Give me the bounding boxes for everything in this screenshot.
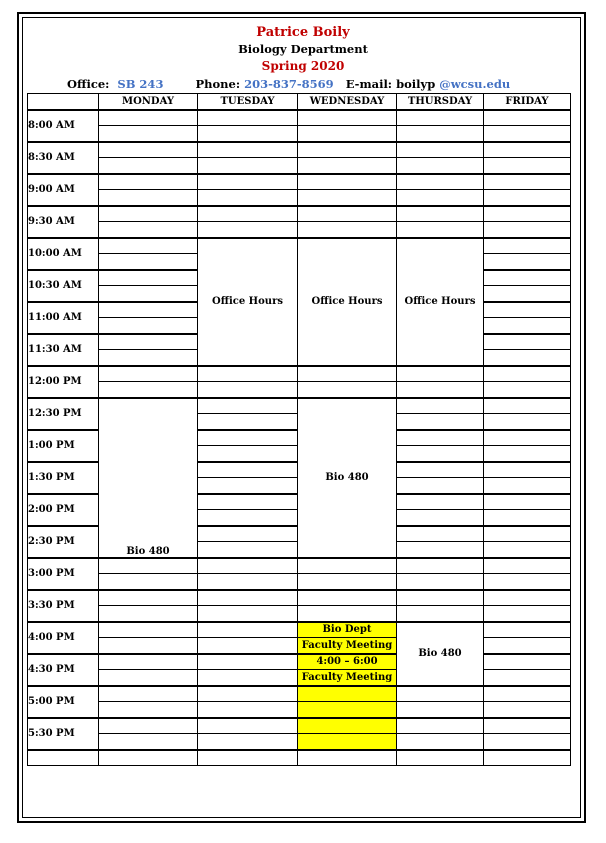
slot-cell[interactable]: [99, 574, 198, 590]
slot-cell: [28, 750, 99, 766]
time-label: 2:30 PM: [28, 526, 99, 558]
slot-cell[interactable]: [484, 606, 571, 622]
meeting-line-4[interactable]: Faculty Meeting: [298, 670, 397, 686]
slot-cell[interactable]: [99, 206, 198, 222]
schedule-table: [27, 93, 571, 766]
slot-row: [28, 638, 571, 654]
office-hours-thursday[interactable]: Office Hours: [397, 238, 484, 366]
slot-cell[interactable]: [484, 190, 571, 206]
slot-row: [28, 654, 571, 670]
slot-cell[interactable]: [484, 638, 571, 654]
meeting-line-3[interactable]: 4:00 – 6:00: [298, 654, 397, 670]
slot-cell[interactable]: [99, 622, 198, 638]
slot-cell[interactable]: [198, 190, 298, 206]
slot-cell[interactable]: [484, 734, 571, 750]
slot-cell[interactable]: [484, 238, 571, 254]
semester-label: Spring 2020: [261, 59, 345, 73]
slot-row: [28, 750, 571, 766]
bio480-thursday[interactable]: Bio 480: [397, 622, 484, 686]
day-header-row: [28, 94, 571, 110]
time-label: 12:00 PM: [28, 366, 99, 398]
slot-cell[interactable]: [484, 350, 571, 366]
slot-cell[interactable]: [484, 430, 571, 446]
slot-cell[interactable]: [397, 494, 484, 510]
slot-cell[interactable]: [99, 750, 198, 766]
slot-row: [28, 606, 571, 622]
slot-cell[interactable]: [99, 702, 198, 718]
time-label: 4:00 PM: [28, 622, 99, 654]
slot-cell[interactable]: [484, 670, 571, 686]
slot-cell[interactable]: [397, 430, 484, 446]
time-label: 10:30 AM: [28, 270, 99, 302]
slot-cell[interactable]: [484, 462, 571, 478]
slot-cell[interactable]: [397, 478, 484, 494]
slot-cell[interactable]: [484, 558, 571, 574]
slot-cell[interactable]: [397, 126, 484, 142]
phone-value: 203-837-8569: [244, 77, 334, 91]
slot-cell[interactable]: [298, 174, 397, 190]
slot-cell[interactable]: [99, 558, 198, 574]
office-label: Office:: [67, 77, 110, 91]
slot-cell[interactable]: [298, 606, 397, 622]
slot-cell[interactable]: [484, 526, 571, 542]
slot-cell[interactable]: [484, 222, 571, 238]
time-label: 12:30 PM: [28, 398, 99, 430]
slot-cell[interactable]: [99, 606, 198, 622]
slot-cell[interactable]: [99, 718, 198, 734]
slot-cell[interactable]: [484, 622, 571, 638]
meeting-block[interactable]: [298, 702, 397, 718]
slot-cell[interactable]: [298, 750, 397, 766]
day-header-thursday: THURSDAY: [397, 94, 484, 110]
slot-cell[interactable]: [198, 126, 298, 142]
time-label: 8:00 AM: [28, 110, 99, 142]
slot-cell[interactable]: [397, 734, 484, 750]
meeting-line-1[interactable]: Bio Dept: [298, 622, 397, 638]
slot-cell[interactable]: [99, 734, 198, 750]
slot-cell[interactable]: [397, 142, 484, 158]
slot-cell[interactable]: [397, 398, 484, 414]
slot-cell[interactable]: [397, 158, 484, 174]
slot-cell[interactable]: [99, 670, 198, 686]
slot-cell[interactable]: [397, 110, 484, 126]
slot-cell[interactable]: [198, 414, 298, 430]
slot-cell[interactable]: [484, 446, 571, 462]
instructor-name: Patrice Boily: [256, 25, 350, 40]
slot-row: [28, 382, 571, 398]
slot-cell[interactable]: [397, 206, 484, 222]
day-header-tuesday: TUESDAY: [198, 94, 298, 110]
slot-cell[interactable]: [198, 670, 298, 686]
slot-cell[interactable]: [99, 638, 198, 654]
slot-cell[interactable]: [397, 558, 484, 574]
slot-row: [28, 158, 571, 174]
slot-cell[interactable]: [484, 206, 571, 222]
slot-cell[interactable]: [99, 686, 198, 702]
slot-cell[interactable]: [397, 590, 484, 606]
slot-cell[interactable]: [397, 222, 484, 238]
slot-cell[interactable]: [397, 174, 484, 190]
slot-cell[interactable]: [99, 334, 198, 350]
slot-cell[interactable]: [198, 174, 298, 190]
time-header-cell: [28, 94, 99, 110]
slot-cell[interactable]: [397, 190, 484, 206]
slot-row: [28, 366, 571, 382]
slot-cell[interactable]: [397, 686, 484, 702]
time-label: 11:00 AM: [28, 302, 99, 334]
slot-cell[interactable]: [397, 542, 484, 558]
slot-cell[interactable]: [484, 334, 571, 350]
slot-cell[interactable]: [198, 462, 298, 478]
slot-cell[interactable]: [99, 142, 198, 158]
email-user: boilyp: [396, 77, 436, 91]
slot-row: [28, 574, 571, 590]
slot-cell[interactable]: [198, 734, 298, 750]
slot-cell[interactable]: [198, 654, 298, 670]
slot-cell[interactable]: [99, 382, 198, 398]
time-label: 1:00 PM: [28, 430, 99, 462]
slot-cell[interactable]: [99, 366, 198, 382]
slot-cell[interactable]: [484, 174, 571, 190]
slot-cell[interactable]: [484, 478, 571, 494]
slot-row: [28, 190, 571, 206]
slot-cell[interactable]: [397, 366, 484, 382]
slot-cell[interactable]: [484, 686, 571, 702]
time-label: 3:00 PM: [28, 558, 99, 590]
slot-cell[interactable]: [198, 366, 298, 382]
slot-cell[interactable]: [99, 286, 198, 302]
office-value: SB 243: [117, 77, 164, 91]
slot-cell[interactable]: [298, 574, 397, 590]
time-label: 10:00 AM: [28, 238, 99, 270]
slot-cell[interactable]: [198, 526, 298, 542]
slot-cell[interactable]: [397, 718, 484, 734]
slot-cell[interactable]: [484, 254, 571, 270]
slot-cell[interactable]: [484, 366, 571, 382]
slot-cell[interactable]: [198, 702, 298, 718]
slot-cell[interactable]: [99, 318, 198, 334]
slot-cell[interactable]: [99, 590, 198, 606]
slot-cell[interactable]: [99, 190, 198, 206]
slot-cell[interactable]: [198, 542, 298, 558]
time-label: 2:00 PM: [28, 494, 99, 526]
slot-cell[interactable]: [198, 494, 298, 510]
slot-cell[interactable]: [397, 446, 484, 462]
slot-cell[interactable]: [484, 142, 571, 158]
slot-cell[interactable]: [99, 174, 198, 190]
slot-row: [28, 142, 571, 158]
day-header-friday: FRIDAY: [484, 94, 571, 110]
email-label: E-mail:: [345, 77, 393, 91]
slot-cell[interactable]: [198, 110, 298, 126]
slot-cell[interactable]: [484, 542, 571, 558]
slot-cell[interactable]: [298, 558, 397, 574]
slot-cell[interactable]: [298, 110, 397, 126]
slot-cell[interactable]: [484, 270, 571, 286]
slot-cell[interactable]: [198, 222, 298, 238]
slot-cell[interactable]: [484, 702, 571, 718]
slot-cell[interactable]: [298, 190, 397, 206]
slot-cell[interactable]: [198, 478, 298, 494]
slot-cell[interactable]: [484, 494, 571, 510]
slot-cell[interactable]: [484, 654, 571, 670]
slot-cell[interactable]: [484, 590, 571, 606]
time-label: 3:30 PM: [28, 590, 99, 622]
slot-cell[interactable]: [198, 606, 298, 622]
slot-cell[interactable]: [99, 110, 198, 126]
slot-row: [28, 702, 571, 718]
time-label: 9:30 AM: [28, 206, 99, 238]
slot-row: [28, 670, 571, 686]
slot-cell[interactable]: [397, 606, 484, 622]
slot-cell[interactable]: [298, 142, 397, 158]
slot-cell[interactable]: [198, 638, 298, 654]
slot-cell[interactable]: [99, 302, 198, 318]
slot-cell[interactable]: [198, 558, 298, 574]
time-label: 11:30 AM: [28, 334, 99, 366]
slot-cell[interactable]: [198, 142, 298, 158]
meeting-line-2[interactable]: Faculty Meeting: [298, 638, 397, 654]
meeting-block[interactable]: [298, 718, 397, 734]
time-label: 5:30 PM: [28, 718, 99, 750]
slot-row: [28, 398, 571, 414]
slot-row: [28, 174, 571, 190]
slot-row: [28, 238, 571, 254]
contact-line: [67, 77, 510, 91]
slot-cell[interactable]: [484, 158, 571, 174]
slot-cell[interactable]: [484, 126, 571, 142]
slot-cell[interactable]: [198, 574, 298, 590]
slot-cell[interactable]: [484, 286, 571, 302]
day-header-monday: MONDAY: [99, 94, 198, 110]
slot-cell[interactable]: [198, 398, 298, 414]
slot-cell[interactable]: [99, 126, 198, 142]
time-label: 4:30 PM: [28, 654, 99, 686]
slot-cell[interactable]: [397, 414, 484, 430]
slot-cell[interactable]: [198, 446, 298, 462]
phone-label: Phone:: [195, 77, 241, 91]
slot-cell[interactable]: [99, 270, 198, 286]
slot-cell[interactable]: [397, 702, 484, 718]
slot-cell[interactable]: [484, 382, 571, 398]
slot-cell[interactable]: [99, 238, 198, 254]
time-label: 5:00 PM: [28, 686, 99, 718]
slot-cell[interactable]: [484, 398, 571, 414]
meeting-block[interactable]: [298, 686, 397, 702]
slot-cell[interactable]: [298, 382, 397, 398]
slot-cell[interactable]: [298, 206, 397, 222]
slot-cell[interactable]: [484, 318, 571, 334]
department-name: Biology Department: [238, 42, 368, 56]
slot-row: [28, 734, 571, 750]
slot-cell[interactable]: [99, 222, 198, 238]
slot-cell[interactable]: [397, 526, 484, 542]
slot-cell[interactable]: [397, 574, 484, 590]
slot-cell[interactable]: [198, 158, 298, 174]
slot-row: [28, 110, 571, 126]
slot-cell[interactable]: [198, 686, 298, 702]
day-header-wednesday: WEDNESDAY: [298, 94, 397, 110]
slot-cell[interactable]: [198, 206, 298, 222]
slot-row: [28, 558, 571, 574]
slot-row: [28, 206, 571, 222]
time-label: 1:30 PM: [28, 462, 99, 494]
slot-cell[interactable]: [298, 126, 397, 142]
slot-cell[interactable]: [298, 158, 397, 174]
slot-cell[interactable]: [484, 510, 571, 526]
slot-cell[interactable]: [198, 750, 298, 766]
slot-cell[interactable]: [397, 510, 484, 526]
slot-cell[interactable]: [198, 382, 298, 398]
slot-row: [28, 622, 571, 638]
slot-row: [28, 126, 571, 142]
slot-cell[interactable]: [198, 510, 298, 526]
slot-cell[interactable]: [298, 222, 397, 238]
slot-cell[interactable]: [484, 574, 571, 590]
slot-cell[interactable]: [298, 366, 397, 382]
slot-cell[interactable]: [99, 350, 198, 366]
bio480-monday[interactable]: Bio 480: [99, 398, 198, 558]
slot-cell[interactable]: [484, 750, 571, 766]
slot-cell[interactable]: [198, 622, 298, 638]
slot-cell[interactable]: [484, 414, 571, 430]
slot-row: [28, 718, 571, 734]
slot-cell[interactable]: [397, 750, 484, 766]
slot-row: [28, 590, 571, 606]
slot-cell[interactable]: [99, 254, 198, 270]
slot-cell[interactable]: [298, 590, 397, 606]
slot-cell[interactable]: [484, 718, 571, 734]
slot-cell[interactable]: [484, 110, 571, 126]
meeting-block[interactable]: [298, 734, 397, 750]
email-domain[interactable]: @wcsu.edu: [439, 77, 511, 91]
slot-cell[interactable]: [484, 302, 571, 318]
slot-cell[interactable]: [99, 158, 198, 174]
bio480-wednesday[interactable]: Bio 480: [298, 398, 397, 558]
slot-cell[interactable]: [198, 430, 298, 446]
office-hours-wednesday[interactable]: Office Hours: [298, 238, 397, 366]
slot-cell[interactable]: [198, 590, 298, 606]
slot-cell[interactable]: [397, 462, 484, 478]
time-label: 8:30 AM: [28, 142, 99, 174]
slot-cell[interactable]: [99, 654, 198, 670]
time-label: 9:00 AM: [28, 174, 99, 206]
office-hours-tuesday[interactable]: Office Hours: [198, 238, 298, 366]
slot-cell[interactable]: [198, 718, 298, 734]
slot-cell[interactable]: [397, 382, 484, 398]
slot-row: [28, 222, 571, 238]
slot-row: [28, 686, 571, 702]
